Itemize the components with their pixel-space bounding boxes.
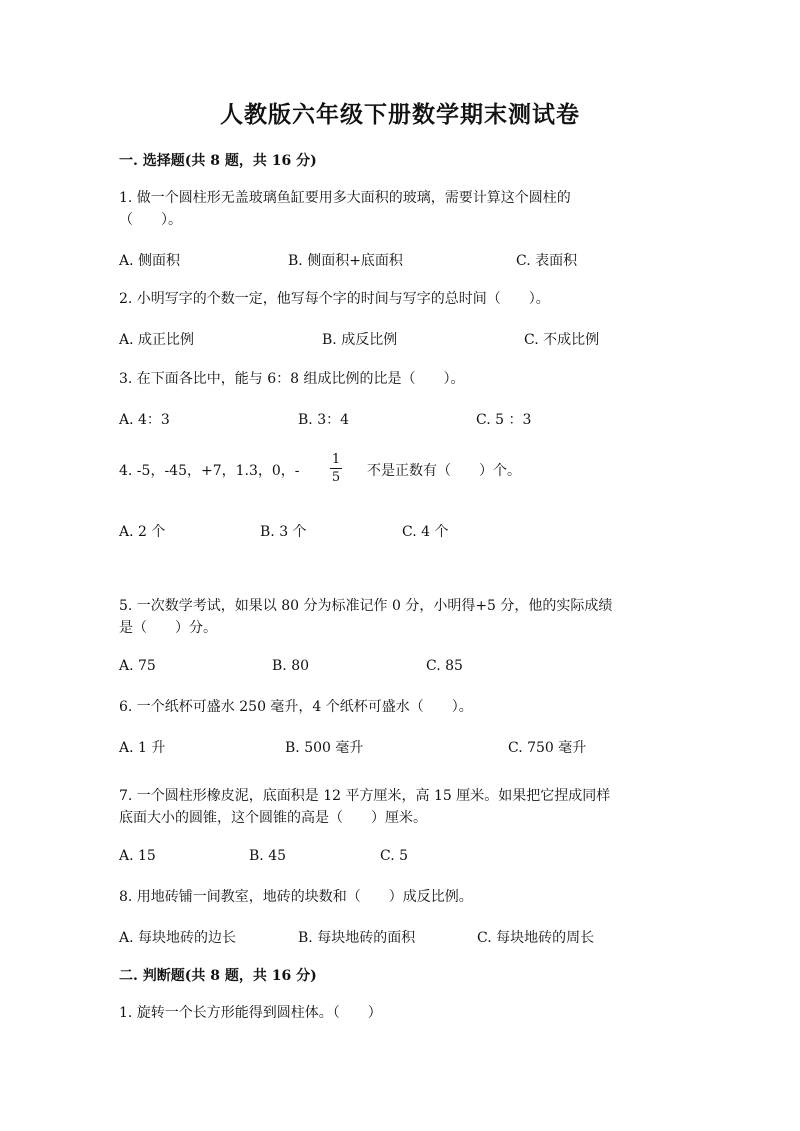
question-4-option-b: B. 3 个 [260, 524, 307, 540]
judge-question-1-text: 1. 旋转一个长方形能得到圆柱体。（ ） [119, 1005, 382, 1021]
question-5-option-a: A. 75 [119, 658, 156, 674]
question-4-option-c: C. 4 个 [402, 524, 449, 540]
question-6-option-a: A. 1 升 [119, 740, 166, 756]
fraction-one-fifth [328, 452, 344, 485]
question-3-option-b: B. 3：4 [298, 412, 350, 428]
question-1-text: 1. 做一个圆柱形无盖玻璃鱼缸要用多大面积的玻璃，需要计算这个圆柱的 [119, 190, 571, 206]
question-5-text-cont: 是（ ）分。 [119, 620, 217, 636]
question-6-option-c: C. 750 毫升 [508, 740, 587, 756]
question-4-text-after: 不是正数有（ ）个。 [367, 463, 521, 479]
question-2-text: 2. 小明写字的个数一定，他写每个字的时间与写字的总时间（ ）。 [119, 291, 550, 307]
question-2-option-a: A. 成正比例 [119, 332, 195, 348]
fraction-denominator: 5 [331, 470, 341, 485]
question-7-option-c: C. 5 [380, 848, 409, 864]
question-8-option-c: C. 每块地砖的周长 [477, 930, 595, 946]
question-5-text: 5. 一次数学考试，如果以 80 分为标准记作 0 分，小明得+5 分，他的实际成绩 [119, 598, 613, 614]
section-heading-judge: 二. 判断题(共 8 题，共 16 分) [119, 968, 317, 984]
question-3-option-a: A. 4：3 [119, 412, 170, 428]
question-3-text: 3. 在下面各比中，能与 6：8 组成比例的比是（ ）。 [119, 371, 465, 387]
question-4-text: 4. -5，-45，+7，1.3，0，- [119, 463, 300, 479]
question-7-text-cont: 底面大小的圆锥，这个圆锥的高是（ ）厘米。 [119, 810, 427, 826]
question-6-text: 6. 一个纸杯可盛水 250 毫升，4 个纸杯可盛水（ ）。 [119, 699, 473, 715]
question-2-option-c: C. 不成比例 [524, 332, 600, 348]
question-1-option-a: A. 侧面积 [119, 253, 181, 269]
question-6-option-b: B. 500 毫升 [285, 740, 364, 756]
question-1-text-cont: （ ）。 [119, 212, 182, 228]
question-4-option-a: A. 2 个 [119, 524, 166, 540]
question-1-option-c: C. 表面积 [516, 253, 578, 269]
question-2-option-b: B. 成反比例 [322, 332, 398, 348]
section-heading-choice: 一. 选择题(共 8 题，共 16 分) [119, 153, 317, 169]
question-8-option-a: A. 每块地砖的边长 [119, 930, 237, 946]
question-5-option-b: B. 80 [272, 658, 310, 674]
question-7-option-b: B. 45 [249, 848, 287, 864]
question-3-option-c: C. 5 ：3 [476, 412, 532, 428]
page-title: 人教版六年级下册数学期末测试卷 [220, 101, 580, 128]
question-8-text: 8. 用地砖铺一间教室，地砖的块数和（ ）成反比例。 [119, 889, 473, 905]
question-7-text: 7. 一个圆柱形橡皮泥，底面积是 12 平方厘米，高 15 厘米。如果把它捏成同样 [119, 788, 611, 804]
question-5-option-c: C. 85 [426, 658, 463, 674]
question-1-option-b: B. 侧面积+底面积 [288, 253, 403, 269]
question-8-option-b: B. 每块地砖的面积 [298, 930, 416, 946]
fraction-numerator: 1 [331, 452, 341, 467]
fraction-bar [330, 468, 342, 469]
question-7-option-a: A. 15 [119, 848, 156, 864]
